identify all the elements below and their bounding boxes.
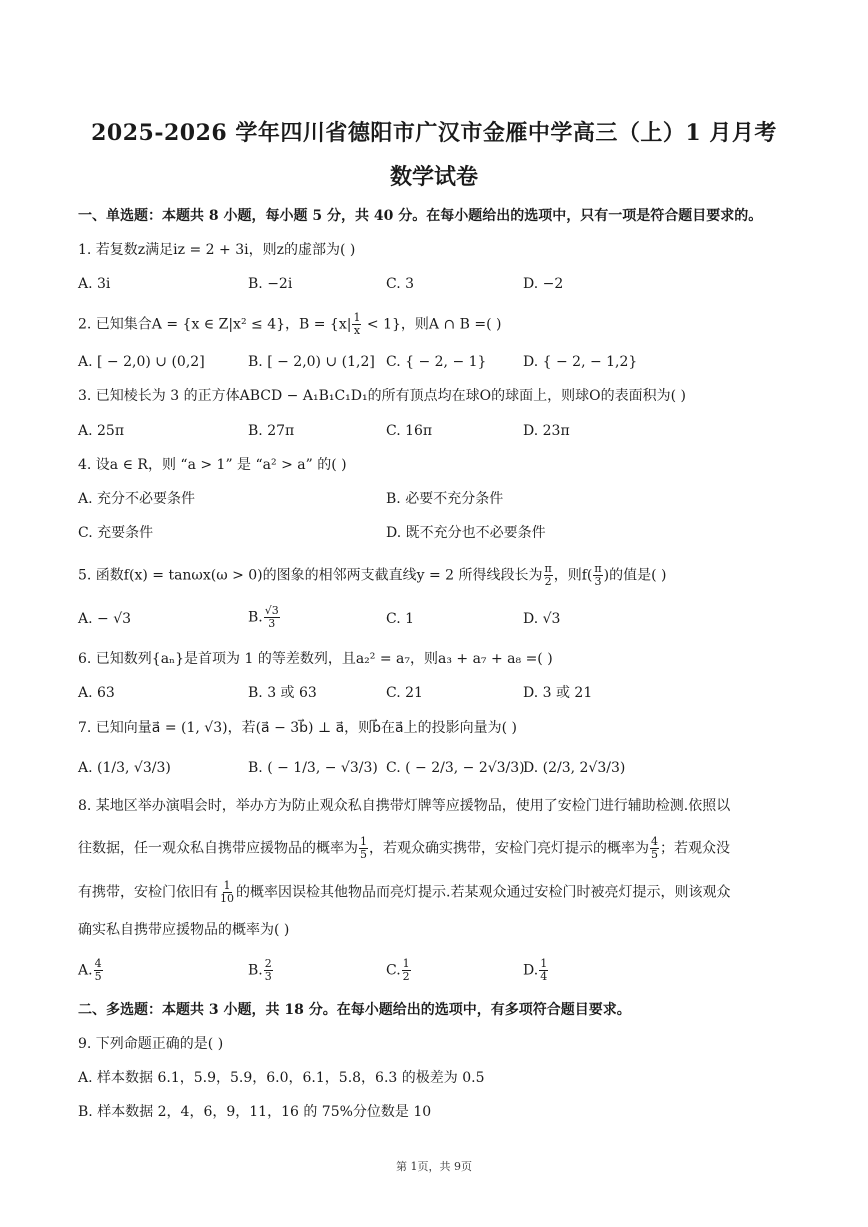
question-9-option-b: B. 样本数据 2，4，6，9，11，16 的 75%分位数是 10 <box>78 1104 432 1120</box>
fraction-numerator: π <box>594 562 602 575</box>
question-1-stem: 1. 若复数z满足iz = 2 + 3i，则z的虚部为( ) <box>78 242 356 258</box>
fraction-numerator: 1 <box>540 957 548 970</box>
option-fraction <box>264 605 280 630</box>
question-6-option-c: C. 21 <box>386 685 423 701</box>
option-fraction <box>264 958 273 983</box>
section-single-choice-heading: 一、单选题：本题共 8 小题，每小题 5 分，共 40 分。在每小题给出的选项中，只有一项是符合题目要求的。 <box>78 208 763 224</box>
option-fraction <box>94 958 103 983</box>
fraction-numerator: 4 <box>94 957 102 970</box>
question-3-option-d: D. 23π <box>523 423 570 439</box>
question-2-stem <box>78 312 501 337</box>
section-multiple-choice-heading: 二、多选题：本题共 3 小题，共 18 分。在每小题给出的选项中，有多项符合题目要求。 <box>78 1002 631 1018</box>
fraction-numerator: 4 <box>651 835 658 848</box>
question-2-fraction <box>352 312 361 337</box>
question-8-option-c <box>386 958 412 983</box>
fraction-denominator: 2 <box>544 575 552 588</box>
page-footer: 第 1页，共 9页 <box>396 1160 472 1173</box>
question-4-option-a: A. 充分不必要条件 <box>78 491 196 507</box>
question-3-option-b: B. 27π <box>248 423 295 439</box>
question-8-line-3 <box>78 880 730 905</box>
fraction-numerator: 1 <box>353 311 361 324</box>
question-6-stem: 6. 已知数列{aₙ}是首项为 1 的等差数列，且a₂² = a₇，则a₃ + a₇ + a₈ =( ) <box>78 651 553 667</box>
question-5-option-c: C. 1 <box>386 611 415 627</box>
exam-title: 2025-2026 学年四川省德阳市广汉市金雁中学高三（上）1 月月考 <box>91 120 777 146</box>
fraction-denominator: 2 <box>402 970 410 983</box>
question-2-option-a: A. [ − 2,0) ∪ (0,2] <box>78 354 205 370</box>
fraction-numerator: 1 <box>402 957 410 970</box>
question-4-option-d: D. 既不充分也不必要条件 <box>386 525 546 541</box>
fraction-denominator: 5 <box>94 970 102 983</box>
question-5-stem <box>78 563 666 588</box>
question-2-option-b: B. [ − 2,0) ∪ (1,2] <box>248 354 375 370</box>
fraction-denominator: 3 <box>268 617 276 630</box>
question-1-option-d: D. −2 <box>523 276 564 292</box>
question-1-option-a: A. 3i <box>78 276 111 292</box>
fraction-denominator: 3 <box>264 970 272 983</box>
question-5-option-a: A. − √3 <box>78 611 132 627</box>
question-7-option-c: C. ( − 2/3, − 2√3/3) <box>386 760 525 776</box>
question-3-option-a: A. 25π <box>78 423 125 439</box>
option-label: C. <box>386 962 401 979</box>
fraction-denominator: 10 <box>220 892 234 905</box>
question-8-line-3-pre: 有携带，安检门依旧有 <box>78 884 218 901</box>
fraction-denominator: 3 <box>594 575 602 588</box>
question-8-line-3-post: 的概率因误检其他物品而亮灯提示.若某观众通过安检门时被亮灯提示，则该观众 <box>236 884 731 901</box>
fraction-denominator: 5 <box>360 848 367 861</box>
question-2-option-c: C. { − 2, − 1} <box>386 354 487 370</box>
question-8-line-1: 8. 某地区举办演唱会时，举办方为防止观众私自携带灯牌等应援物品，使用了安检门进行辅助检测.依照以 <box>78 798 731 814</box>
question-6-option-a: A. 63 <box>78 685 115 701</box>
question-7-stem: 7. 已知向量a⃗ = (1, √3)，若(a⃗ − 3b⃗) ⊥ a⃗，则b⃗在a⃗上的投影向量为( ) <box>78 720 517 736</box>
question-4-option-b: B. 必要不充分条件 <box>386 491 504 507</box>
option-label: B. <box>248 609 263 626</box>
fraction-numerator: π <box>544 562 552 575</box>
question-8-fraction-4-5 <box>650 836 659 861</box>
question-8-option-a <box>78 958 104 983</box>
question-6-option-d: D. 3 或 21 <box>523 685 593 701</box>
question-5-stem-pre: 5. 函数f(x) = tanωx(ω > 0)的图象的相邻两支截直线y = 2 所得线段长为 <box>78 567 543 584</box>
question-8-option-d <box>523 958 549 983</box>
exam-subtitle: 数学试卷 <box>389 164 478 190</box>
question-8-line-2 <box>78 836 730 861</box>
question-8-fraction-1-5 <box>359 836 368 861</box>
option-fraction <box>539 958 548 983</box>
question-5-option-b <box>248 605 281 630</box>
question-5-option-d: D. √3 <box>523 611 561 627</box>
fraction-numerator: 1 <box>360 835 367 848</box>
option-label: D. <box>523 962 539 979</box>
question-8-fraction-1-10 <box>219 880 235 905</box>
question-4-stem: 4. 设a ∈ R，则 “a > 1” 是 “a² > a” 的( ) <box>78 457 347 473</box>
fraction-denominator: 5 <box>651 848 658 861</box>
question-9-option-a: A. 样本数据 6.1，5.9，5.9，6.0，6.1，5.8，6.3 的极差为 0.5 <box>78 1070 485 1086</box>
question-7-option-d: D. (2/3, 2√3/3) <box>523 760 626 776</box>
fraction-numerator: 1 <box>223 879 231 892</box>
question-5-fraction-pi-over-2 <box>544 563 553 588</box>
question-7-option-a: A. (1/3, √3/3) <box>78 760 171 776</box>
question-5-fraction-pi-over-3 <box>593 563 602 588</box>
question-8-option-b <box>248 958 274 983</box>
option-label: A. <box>78 962 93 979</box>
question-2-stem-post: < 1}，则A ∩ B =( ) <box>362 316 502 333</box>
question-2-option-d: D. { − 2, − 1,2} <box>523 354 638 370</box>
fraction-numerator: √3 <box>264 604 279 617</box>
option-label: B. <box>248 962 263 979</box>
question-8-line-2-pre: 往数据，任一观众私自携带应援物品的概率为 <box>78 840 358 857</box>
question-3-option-c: C. 16π <box>386 423 433 439</box>
question-3-stem: 3. 已知棱长为 3 的正方体ABCD − A₁B₁C₁D₁的所有顶点均在球O的球面上，则球O的表面积为( ) <box>78 388 686 404</box>
question-4-option-c: C. 充要条件 <box>78 525 154 541</box>
question-5-stem-post: )的值是( ) <box>603 567 667 584</box>
fraction-denominator: 4 <box>540 970 548 983</box>
question-7-option-b: B. ( − 1/3, − √3/3) <box>248 760 378 776</box>
question-8-line-2-mid: ，若观众确实携带，安检门亮灯提示的概率为 <box>369 840 649 857</box>
question-6-option-b: B. 3 或 63 <box>248 685 317 701</box>
question-8-line-2-post: ；若观众没 <box>660 840 730 857</box>
fraction-denominator: x <box>353 324 361 337</box>
question-5-stem-mid: ，则f( <box>553 567 593 584</box>
option-fraction <box>402 958 411 983</box>
question-1-option-b: B. −2i <box>248 276 293 292</box>
question-9-stem: 9. 下列命题正确的是( ) <box>78 1036 224 1052</box>
question-2-stem-pre: 2. 已知集合A = {x ∈ Z|x² ≤ 4}，B = {x| <box>78 316 352 333</box>
question-8-line-4: 确实私自携带应援物品的概率为( ) <box>78 922 290 938</box>
question-1-option-c: C. 3 <box>386 276 415 292</box>
fraction-numerator: 2 <box>264 957 272 970</box>
